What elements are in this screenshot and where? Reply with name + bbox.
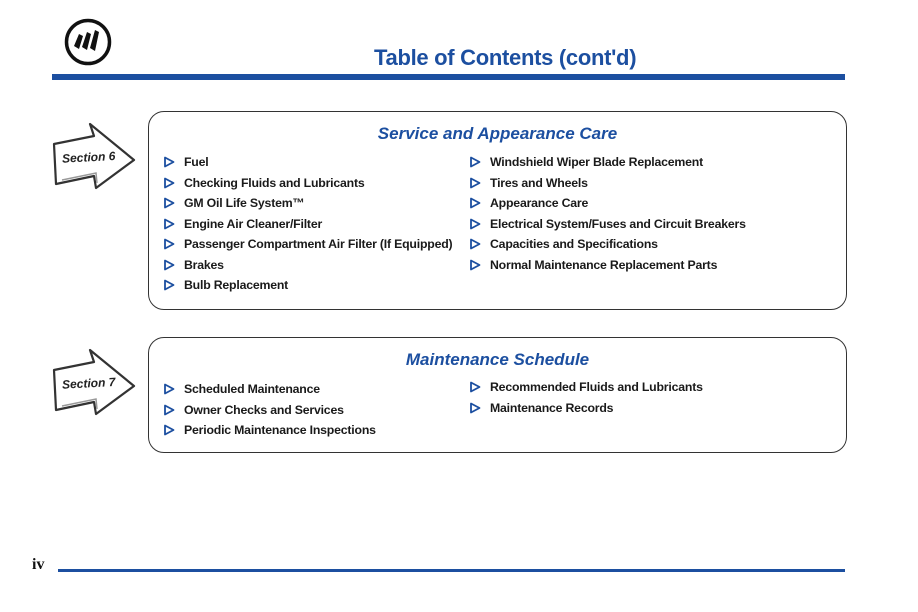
section-7-title: Maintenance Schedule [405, 350, 590, 369]
toc-item[interactable] [163, 420, 376, 441]
triangle-bullet-icon [469, 177, 481, 189]
page-title: Table of Contents (cont'd) [374, 45, 637, 70]
toc-item-label: Maintenance Records [490, 400, 614, 415]
triangle-bullet-icon [469, 197, 481, 209]
toc-item-label: Tires and Wheels [490, 175, 588, 190]
toc-item[interactable] [163, 234, 452, 255]
toc-item-label: Recommended Fluids and Lubricants [490, 380, 703, 394]
triangle-bullet-icon [469, 381, 481, 393]
triangle-bullet-icon [469, 218, 481, 230]
toc-item[interactable] [469, 255, 746, 276]
section-6-label: Section 6 [61, 148, 116, 166]
title-rule [52, 74, 845, 80]
section-7-label: Section 7 [61, 374, 116, 392]
toc-item-label: Normal Maintenance Replacement Parts [490, 257, 718, 272]
triangle-bullet-icon [469, 156, 481, 168]
section-7-arrow[interactable] [48, 348, 138, 422]
toc-item[interactable] [469, 377, 703, 398]
toc-item-label: GM Oil Life System™ [184, 196, 305, 210]
footer-rule [58, 569, 845, 572]
toc-item-label: Periodic Maintenance Inspections [184, 423, 376, 437]
toc-item-label: Electrical System/Fuses and Circuit Breakers [490, 216, 746, 231]
toc-item-label: Owner Checks and Services [184, 402, 344, 417]
toc-item[interactable] [163, 275, 452, 296]
triangle-bullet-icon [163, 177, 175, 189]
page-number: iv [32, 556, 45, 573]
toc-item-label: Checking Fluids and Lubricants [184, 175, 365, 190]
toc-item[interactable] [163, 152, 452, 173]
toc-item[interactable] [469, 173, 746, 194]
triangle-bullet-icon [163, 383, 175, 395]
toc-item[interactable] [163, 173, 452, 194]
section-7-box [148, 337, 847, 453]
toc-item[interactable] [469, 398, 703, 419]
triangle-bullet-icon [163, 424, 175, 436]
toc-item[interactable] [469, 234, 746, 255]
section-7-right-list [469, 377, 703, 418]
toc-item-label: Scheduled Maintenance [184, 382, 320, 396]
toc-item[interactable] [163, 255, 452, 276]
toc-item[interactable] [163, 214, 452, 235]
toc-item[interactable] [163, 193, 452, 214]
section-7-left-list [163, 379, 376, 441]
toc-item-label: Passenger Compartment Air Filter (If Equipped) [184, 237, 453, 251]
toc-item-label: Engine Air Cleaner/Filter [184, 216, 323, 231]
toc-item-label: Appearance Care [490, 196, 589, 210]
toc-item[interactable] [163, 379, 376, 400]
triangle-bullet-icon [469, 238, 481, 250]
toc-item[interactable] [163, 400, 376, 421]
section-6-right-list [469, 152, 746, 275]
toc-item-label: Windshield Wiper Blade Replacement [490, 155, 704, 169]
toc-item-label: Capacities and Specifications [490, 237, 658, 251]
triangle-bullet-icon [469, 259, 481, 271]
triangle-bullet-icon [163, 197, 175, 209]
triangle-bullet-icon [163, 259, 175, 271]
section-6-left-list [163, 152, 452, 296]
triangle-bullet-icon [163, 238, 175, 250]
toc-item[interactable] [469, 152, 746, 173]
section-6-title: Service and Appearance Care [377, 124, 618, 143]
section-6-box [148, 111, 847, 310]
toc-item-label: Brakes [184, 257, 224, 272]
triangle-bullet-icon [469, 402, 481, 414]
toc-item-label: Bulb Replacement [184, 278, 289, 292]
triangle-bullet-icon [163, 404, 175, 416]
toc-item[interactable] [469, 193, 746, 214]
triangle-bullet-icon [163, 156, 175, 168]
toc-item-label: Fuel [184, 155, 209, 169]
triangle-bullet-icon [163, 279, 175, 291]
toc-item[interactable] [469, 214, 746, 235]
buick-logo [64, 18, 112, 66]
section-6-arrow[interactable] [48, 122, 138, 196]
triangle-bullet-icon [163, 218, 175, 230]
